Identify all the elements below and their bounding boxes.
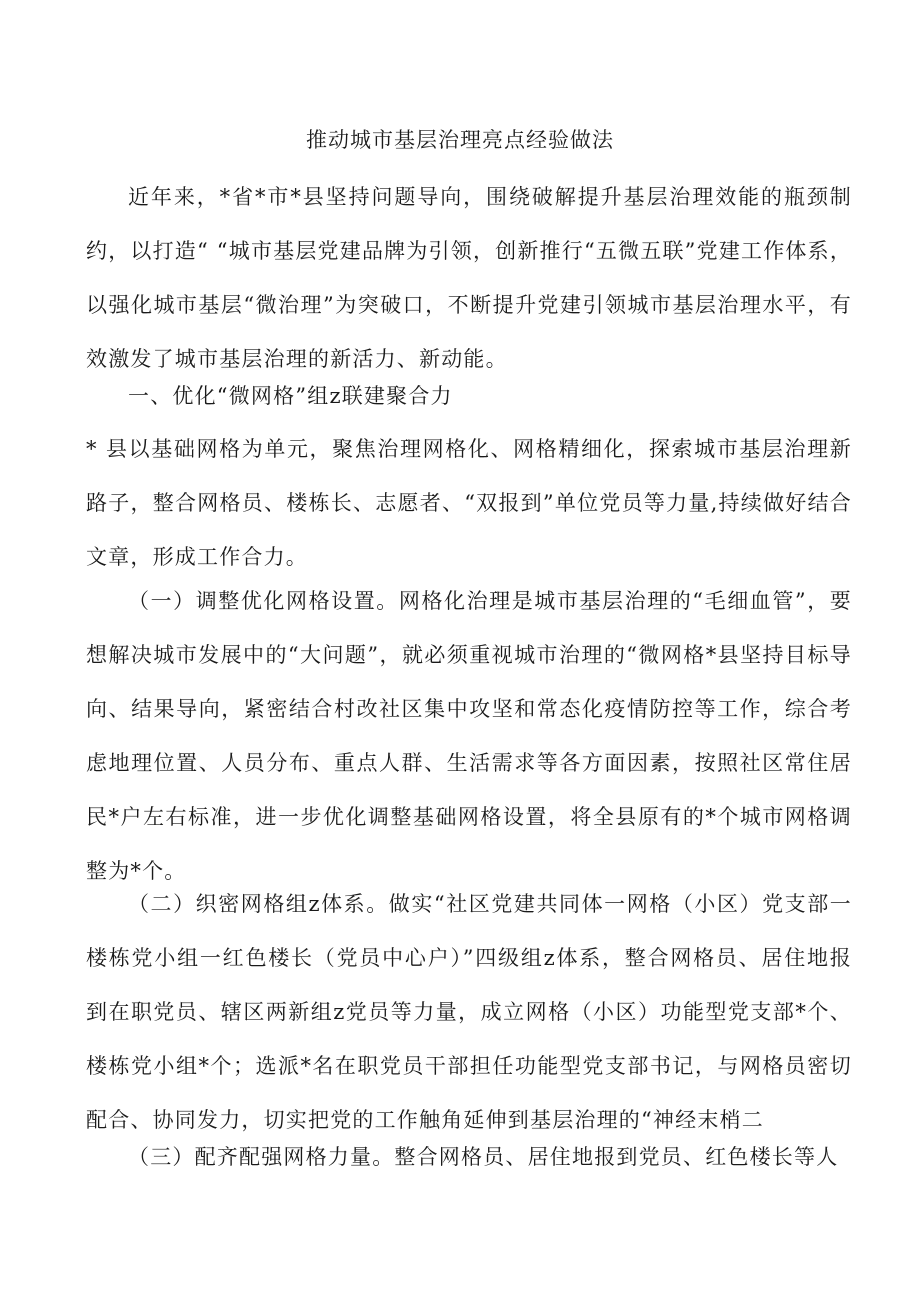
subsection-3-paragraph: （三）配齐配强网格力量。整合网格员、居住地报到党员、红色楼长等人 (128, 1145, 839, 1169)
subsection-1-paragraph: （一）调整优化网格设置。网格化治理是城市基层治理的“毛细血管”，要想解决城市发展中的“大问题”，就必须重视城市治理的“微网格*县坚持目标导向、结果导向，紧密结合村改社区集中攻坚和常态化疫情防控等工作，综合考虑地理位置、人员分布、重点人群、生活需求等各方面因素，按照社区常住居民*户左右标准，进一步优化调整基础网格设置，将全县原有的*个城市网格调整为*个。 (86, 589, 852, 883)
section-heading-1: 一、优化“微网格”组z联建聚合力 (128, 384, 453, 408)
document-title: 推动城市基层治理亮点经验做法 (306, 128, 614, 152)
intro-paragraph: 近年来，*省*市*县坚持问题导向，围绕破解提升基层治理效能的瓶颈制约，以打造“ “城市基层党建品牌为引领，创新推行“五微五联”党建工作体系，以强化城市基层“微治理”为突破口，不断提升党建引领城市基层治理水平，有效激发了城市基层治理的新活力、新动能。 (86, 185, 853, 371)
section-1-lead-paragraph: * 县以基础网格为单元，聚焦治理网格化、网格精细化，探索城市基层治理新路子，整合网格员、楼栋长、志愿者、“双报到”单位党员等力量,持续做好结合文章，形成工作合力。 (86, 437, 852, 569)
subsection-2-paragraph: （二）织密网格组z体系。做实“社区党建共同体一网格（小区）党支部一楼栋党小组一红色楼长（党员中心户）”四级组z体系，整合网格员、居住地报到在职党员、辖区两新组z党员等力量，成立网格（小区）功能型党支部*个、楼栋党小组*个；选派*名在职党员干部担任功能型党支部书记，与网格员密切配合、协同发力，切实把党的工作触角延伸到基层治理的“神经末梢二 (86, 892, 852, 1132)
